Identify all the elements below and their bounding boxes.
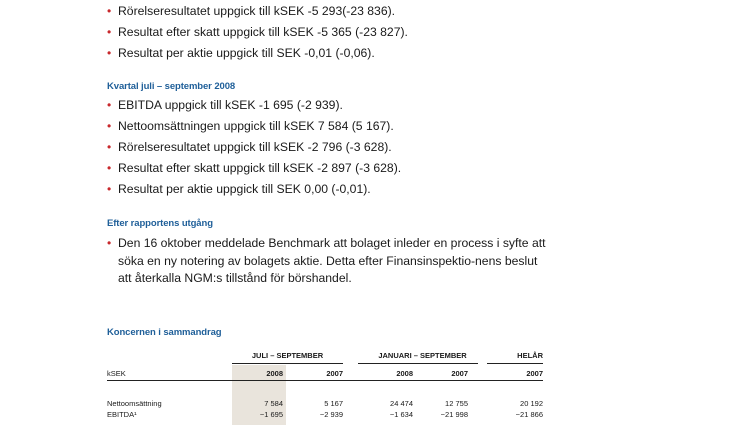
cell: −1 695 bbox=[259, 410, 283, 419]
row-label: EBITDA¹ bbox=[107, 410, 137, 419]
year-col-3: 2008 bbox=[396, 369, 413, 378]
cell: −21 998 bbox=[440, 410, 468, 419]
after-heading: Efter rapportens utgång bbox=[107, 218, 213, 229]
bullet-icon: • bbox=[107, 46, 112, 60]
bullet-icon: • bbox=[107, 182, 112, 196]
cell: 20 192 bbox=[520, 399, 543, 408]
list-item: • Nettoomsättningen uppgick till kSEK 7 584 (5 167). bbox=[107, 116, 401, 137]
quarter-list bbox=[107, 95, 401, 200]
year-col-4: 2007 bbox=[451, 369, 468, 378]
unit-label: kSEK bbox=[107, 369, 126, 378]
divider bbox=[232, 363, 343, 364]
results-list bbox=[107, 1, 408, 64]
bullet-icon: • bbox=[107, 236, 112, 250]
row-label: Nettoomsättning bbox=[107, 399, 162, 408]
list-item: • Resultat per aktie uppgick till SEK 0,00 (-0,01). bbox=[107, 179, 401, 200]
cell: 12 755 bbox=[445, 399, 468, 408]
bullet-icon: • bbox=[107, 25, 112, 39]
bullet-icon: • bbox=[107, 4, 112, 18]
cell: −2 939 bbox=[319, 410, 343, 419]
cell: 5 167 bbox=[324, 399, 343, 408]
cell: 24 474 bbox=[390, 399, 413, 408]
group-header-jan: JANUARI – SEPTEMBER bbox=[378, 351, 467, 360]
divider bbox=[487, 363, 543, 364]
year-col-1: 2008 bbox=[266, 369, 283, 378]
list-item: • Resultat efter skatt uppgick till kSEK -2 897 (-3 628). bbox=[107, 158, 401, 179]
bullet-icon: • bbox=[107, 98, 112, 112]
list-item: • Resultat efter skatt uppgick till kSEK -5 365 (-23 827). bbox=[107, 22, 408, 43]
divider bbox=[358, 363, 478, 364]
list-item: • Den 16 oktober meddelade Benchmark att bolaget inleder en process i syfte att söka en ny notering av bolagets aktie. Detta efter Finansinspektio-nens beslut att återkalla NGM:s tillstånd för börshandel. bbox=[107, 236, 546, 285]
quarter-heading: Kvartal juli – september 2008 bbox=[107, 81, 236, 92]
group-header-jul: JULI – SEPTEMBER bbox=[251, 351, 324, 360]
list-item: • Rörelseresultatet uppgick till kSEK -2 796 (-3 628). bbox=[107, 137, 401, 158]
summary-heading: Koncernen i sammandrag bbox=[107, 327, 222, 338]
cell: −21 866 bbox=[515, 410, 543, 419]
bullet-icon: • bbox=[107, 140, 112, 154]
list-item: • Rörelseresultatet uppgick till kSEK -5 293(-23 836). bbox=[107, 1, 408, 22]
list-item: • Resultat per aktie uppgick till SEK -0,01 (-0,06). bbox=[107, 43, 408, 64]
year-col-2: 2007 bbox=[326, 369, 343, 378]
header-rule bbox=[107, 380, 543, 381]
group-header-full: HELÅR bbox=[517, 351, 543, 360]
after-list bbox=[107, 235, 548, 288]
bullet-icon: • bbox=[107, 161, 112, 175]
year-col-5: 2007 bbox=[526, 369, 543, 378]
cell: −1 634 bbox=[389, 410, 413, 419]
list-item: • EBITDA uppgick till kSEK -1 695 (-2 939). bbox=[107, 95, 401, 116]
bullet-icon: • bbox=[107, 119, 112, 133]
cell: 7 584 bbox=[264, 399, 283, 408]
